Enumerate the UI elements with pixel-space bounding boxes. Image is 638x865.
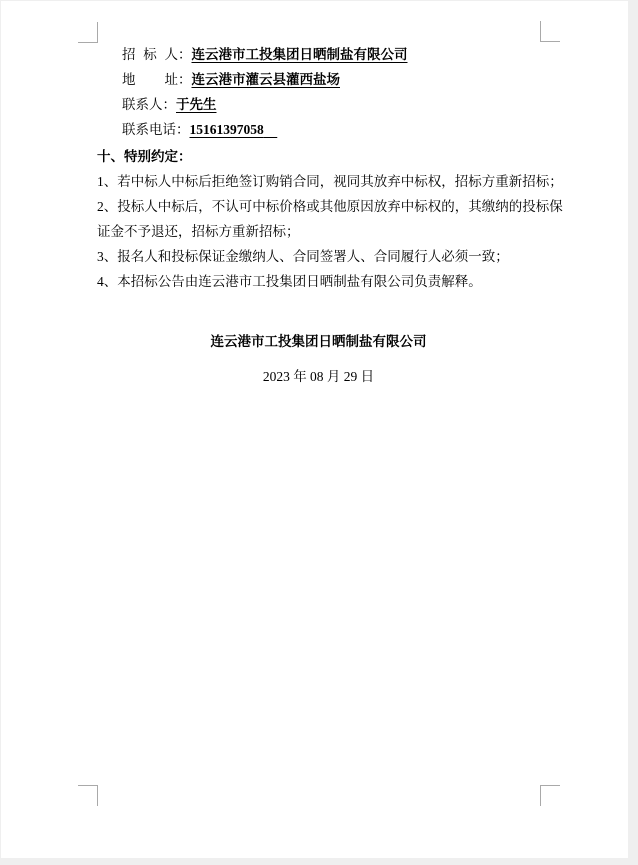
clause-1 [97,169,563,194]
contact-person-label: 联系人 [122,97,163,112]
phone-colon: ： [176,122,190,137]
clause-2-line-1: 2、投标人中标后，不认可中标价格或其他原因放弃中标权的，其缴纳的投标保 [97,199,563,214]
info-row-phone [122,117,540,142]
bidder-colon: ： [178,47,192,62]
clause-2-line-2: 证金不予退还，招标方重新招标； [97,224,300,239]
crop-mark-bottom-left-icon [78,785,98,806]
signature-company: 连云港市工投集团日晒制盐有限公司 [210,334,427,349]
crop-mark-top-left-icon [78,22,98,43]
address-value: 连云港市灌云县灌西盐场 [191,72,340,87]
signature-date: 2023 年 08 月 29 日 [262,369,375,384]
info-row-bidder [122,42,540,67]
document-content [97,42,563,389]
crop-mark-bottom-right-icon [540,785,560,806]
phone-underline-tail [264,122,278,137]
clause-1-line: 1、若中标人中标后拒绝签订购销合同，视同其放弃中标权，招标方重新招标； [97,174,563,189]
bidder-value: 连云港市工投集团日晒制盐有限公司 [191,47,408,62]
clause-4 [97,269,540,294]
clause-3 [97,244,540,269]
info-row-contact-person [122,92,540,117]
clause-4-line: 4、本招标公告由连云港市工投集团日晒制盐有限公司负责解释。 [97,274,482,289]
clause-2 [97,194,563,244]
address-label: 地址 [122,72,178,87]
phone-value: 15161397058 [189,122,264,137]
crop-mark-top-right-icon [540,21,560,42]
clause-3-line: 3、报名人和投标保证金缴纳人、合同签署人、合同履行人必须一致； [97,249,509,264]
phone-label: 联系电话 [122,122,176,137]
contact-info-block [97,42,540,142]
address-colon: ： [178,72,192,87]
contact-person-colon: ： [162,97,176,112]
special-provisions-heading: 十、特别约定： [97,149,192,164]
bidder-label: 招标人 [122,47,178,62]
info-row-address [122,67,540,92]
phone-value-underline [190,122,278,137]
contact-person-value: 于先生 [176,97,217,112]
